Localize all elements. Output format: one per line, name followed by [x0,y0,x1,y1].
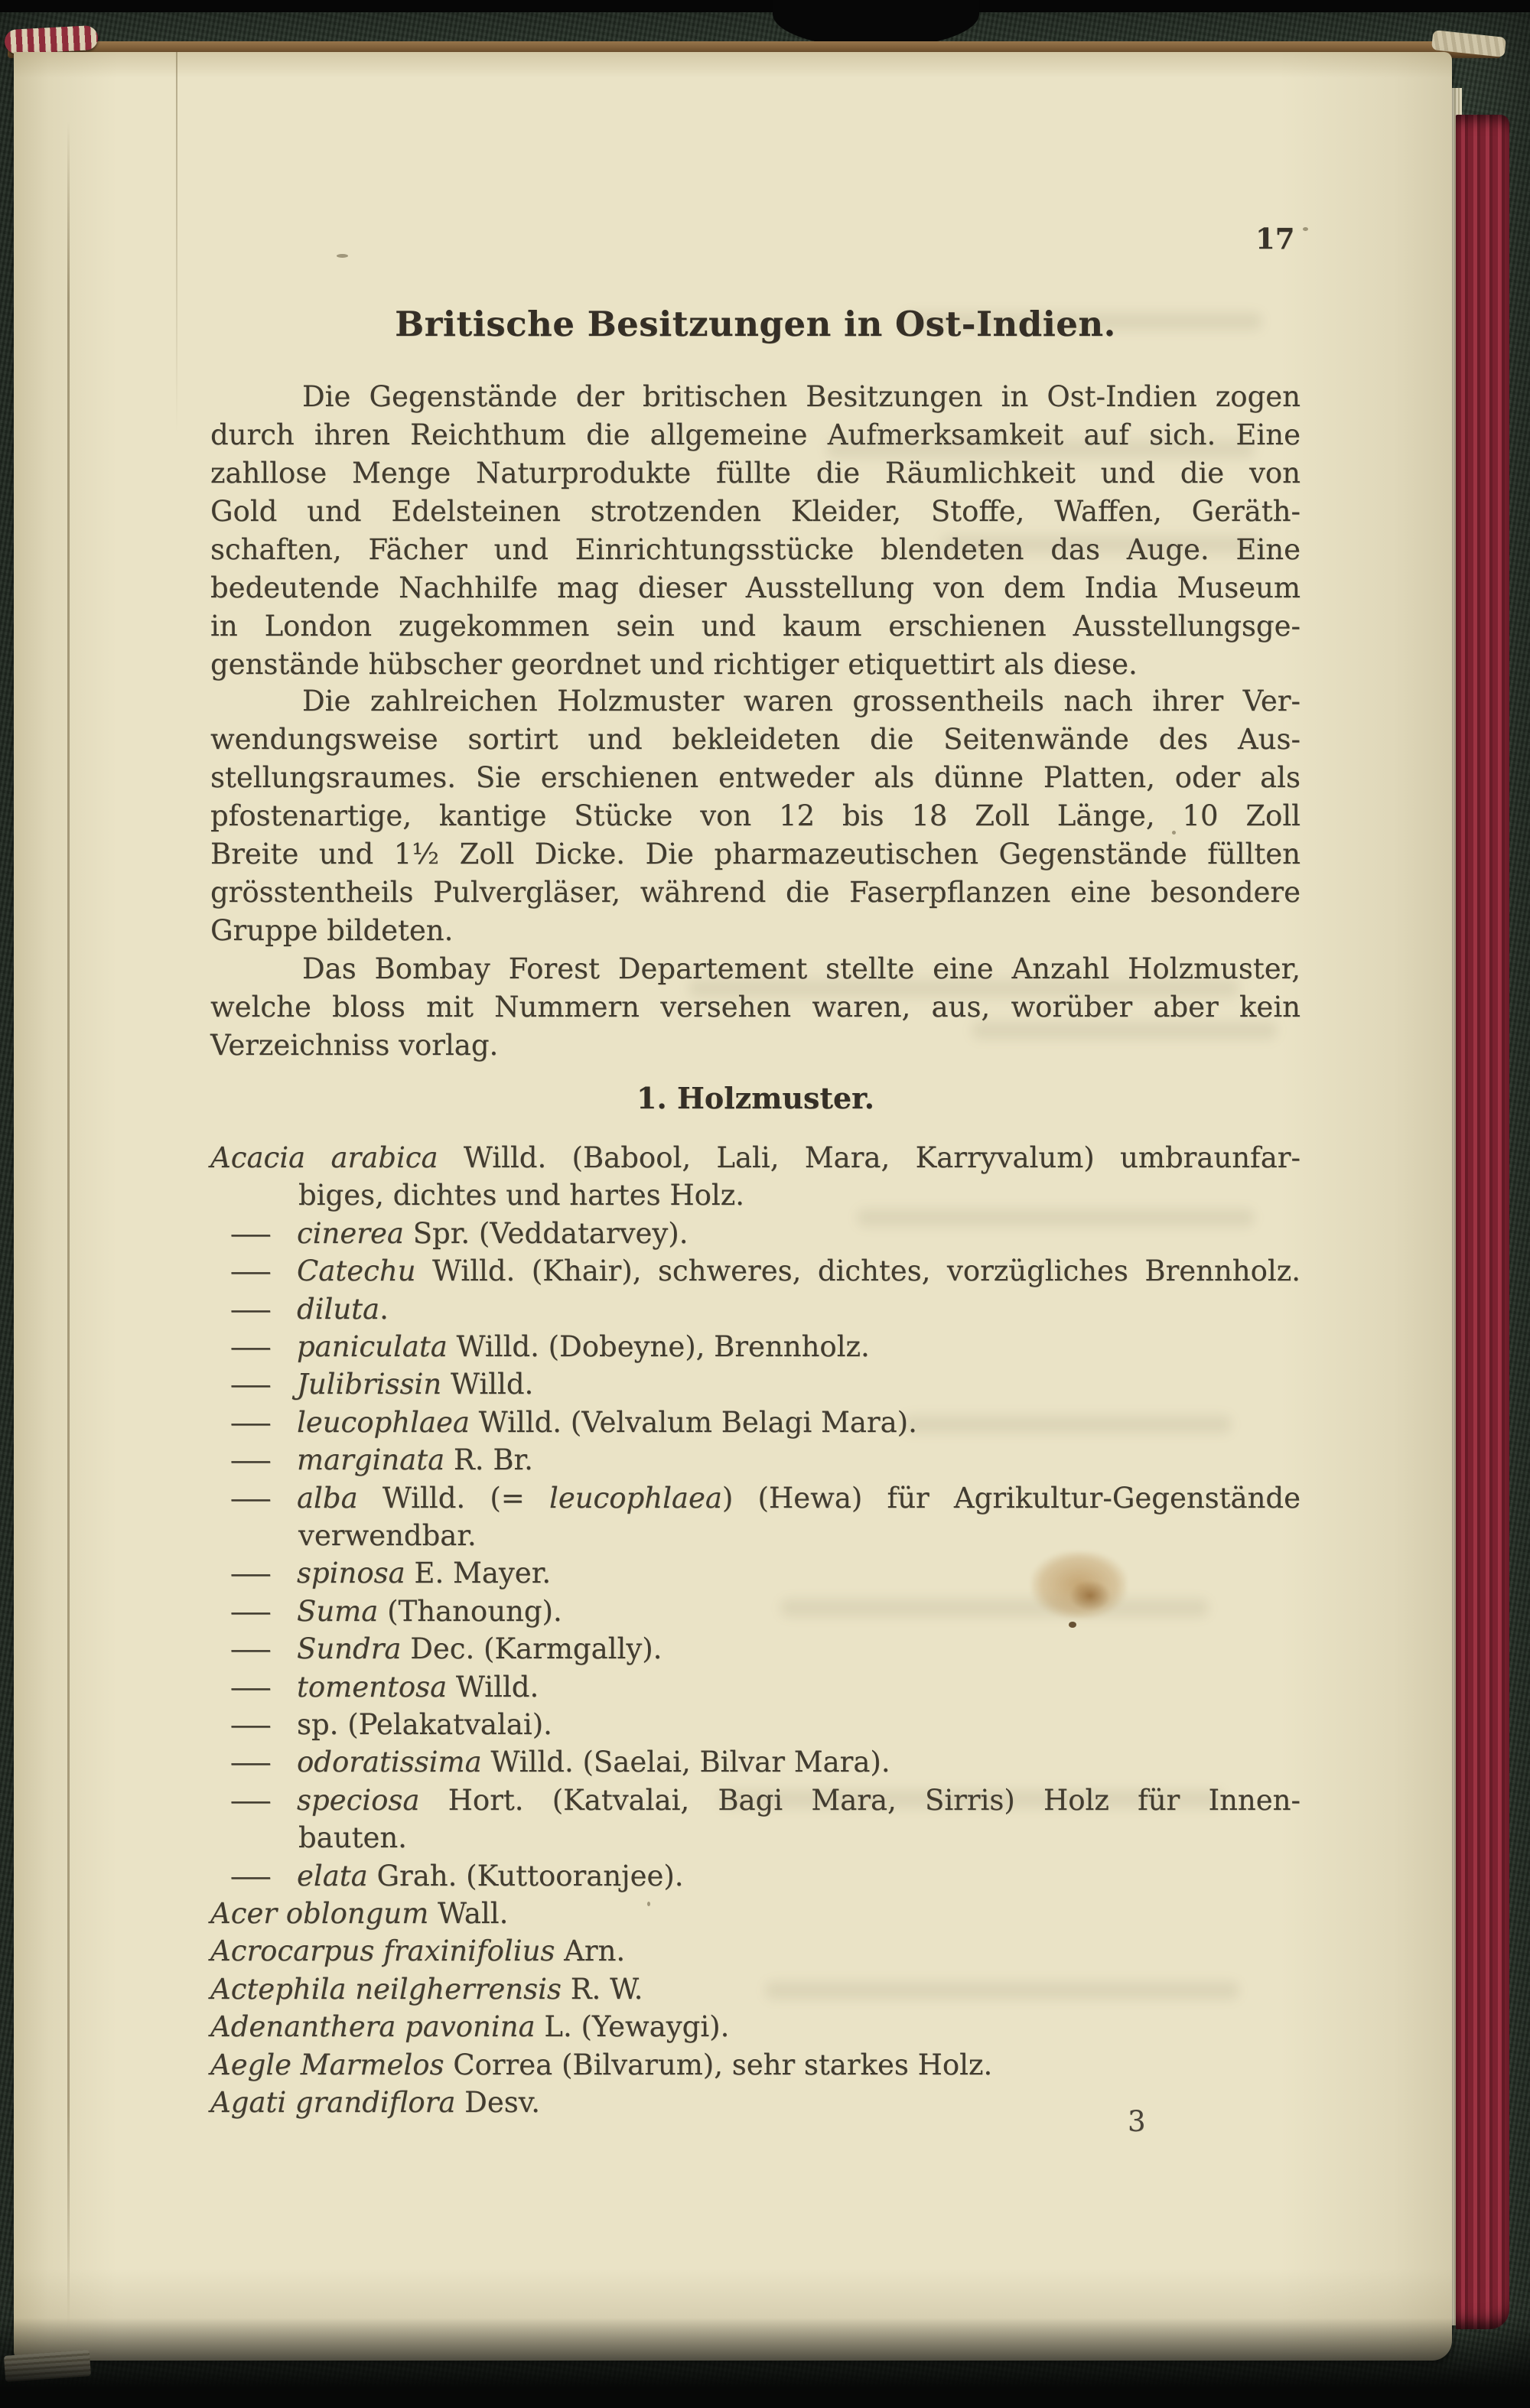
genus-repeat-dash: — [230,1443,272,1476]
text-segment: schaften, Fächer und Einrichtungsstücke blendeten das Auge. Eine [210,533,1300,566]
text-line [210,913,1300,949]
species-name: elata [297,1860,368,1892]
chapter-title: Britische Besitzungen in Ost-Indien. [395,304,1116,344]
text-line [230,1631,1300,1668]
text-line [210,1971,1300,2008]
species-name: marginata [297,1443,445,1476]
species-name: paniculata [297,1330,448,1363]
text-segment: bedeutende Nachhilfe mag dieser Ausstellung von dem India Museum [210,571,1300,604]
genus-repeat-dash: — [230,1330,272,1363]
text-line [210,874,1300,911]
text-segment: pfostenartige, kantige Stücke von 12 bis 18 Zoll Länge, 10 Zoll [210,799,1300,832]
text-segment: . [379,1293,389,1326]
text-segment: Willd. (Dobeyne), Brennholz. [447,1330,870,1363]
text-line [210,1027,1300,1064]
species-name: Julibrissin [297,1368,442,1401]
text-segment: verwendbar. [298,1519,477,1552]
species-name: Acacia arabica [210,1141,438,1174]
text-line [210,532,1300,568]
species-name: tomentosa [297,1671,448,1703]
text-line [230,1480,1300,1517]
text-line [210,1895,1300,1932]
text-segment: Hort. (Katvalai, Bagi Mara, Sirris) Holz für Innen- [419,1784,1300,1817]
text-segment: genstände hübscher geordnet und richtiger etiquettirt als diese. [210,648,1138,681]
genus-repeat-dash: — [230,1671,272,1703]
text-line [230,1404,1300,1441]
species-name: Suma [297,1595,379,1628]
gutter-shadow [67,121,70,2328]
text-line [210,760,1300,796]
text-segment: Willd. (= [357,1482,549,1515]
text-segment: zahllose Menge Naturprodukte füllte die Räumlichkeit und die von [210,457,1300,490]
genus-repeat-dash: — [230,1406,272,1439]
text-segment: Arn. [555,1935,626,1967]
genus-repeat-dash: — [230,1595,272,1628]
species-name: leucophlaea [297,1406,470,1439]
text-segment: Grah. (Kuttooranjee). [367,1860,684,1892]
text-line [210,2009,1300,2045]
text-line [210,1140,1300,1176]
text-segment: E. Mayer. [405,1557,552,1590]
page-number: 17 [1255,222,1295,255]
paper-speck [1303,227,1308,231]
text-line [230,1329,1300,1365]
text-line [210,493,1300,530]
text-segment: Willd. [447,1671,539,1703]
species-name: speciosa [297,1784,420,1817]
text-segment: in London zugekommen sein und kaum erschienen Ausstellungsge- [210,610,1300,643]
text-line [210,570,1300,607]
text-segment: grösstentheils Pulvergläser, während die Faserpflanzen eine besondere [210,876,1300,909]
genus-repeat-dash: — [230,1746,272,1778]
text-line [210,646,1300,683]
text-segment: Willd. (Velvalum Belagi Mara). [469,1406,917,1439]
text-segment: biges, dichtes und hartes Holz. [298,1179,745,1212]
text-line [210,608,1300,645]
text-segment: Die Gegenstände der britischen Besitzungen in Ost-Indien zogen [302,380,1300,413]
text-line [230,1215,1300,1252]
text-line [210,798,1300,835]
text-segment: welche bloss mit Nummern versehen waren, aus, worüber aber kein [210,991,1300,1023]
species-name: Sundra [297,1632,402,1665]
text-line [298,1820,1300,1856]
text-segment: (Thanoung). [378,1595,562,1628]
text-line [230,1744,1300,1781]
genus-repeat-dash: — [230,1708,272,1741]
text-segment: wendungsweise sortirt und bekleideten die Seitenwände des Aus- [210,723,1300,756]
text-line [230,1555,1300,1592]
species-name: Aegle Marmelos [210,2048,444,2081]
species-name: Actephila neilgherrensis [210,1973,562,2006]
text-line [210,2047,1300,2084]
text-line [230,1593,1300,1630]
text-segment: Gruppe bildeten. [210,914,454,947]
text-segment: Willd. [441,1368,534,1401]
genus-repeat-dash: — [230,1784,272,1817]
species-name: spinosa [297,1557,405,1590]
text-segment: Das Bombay Forest Departement stellte eine Anzahl Holzmuster, [302,952,1300,985]
text-line [210,951,1300,988]
text-line [210,989,1300,1026]
species-name: alba [297,1482,358,1515]
text-segment: Willd. (Saelai, Bilvar Mara). [481,1746,890,1778]
text-line [230,1442,1300,1479]
text-segment: Willd. (Khair), schweres, dichtes, vorzügliches Brennholz. [415,1254,1300,1287]
text-segment: Die zahlreichen Holzmuster waren grossentheils nach ihrer Ver- [302,685,1300,718]
text-segment: Gold und Edelsteinen strotzenden Kleider, Stoffe, Waffen, Geräth- [210,495,1300,528]
text-segment: R. W. [561,1973,643,2006]
genus-repeat-dash: — [230,1557,272,1590]
text-line [210,379,1300,415]
text-line [230,1782,1300,1819]
text-segment: Breite und 1½ Zoll Dicke. Die pharmazeutischen Gegenstände füllten [210,838,1300,870]
genus-repeat-dash: — [230,1632,272,1665]
text-line [210,417,1300,454]
paper-speck [337,254,348,258]
genus-repeat-dash: — [230,1254,272,1287]
genus-repeat-dash: — [230,1482,272,1515]
text-segment: R. Br. [444,1443,533,1476]
species-name: Agati grandiflora [210,2086,456,2119]
species-name: cinerea [297,1217,404,1250]
genus-repeat-dash: — [230,1368,272,1401]
text-line [230,1366,1300,1403]
text-segment: Desv. [455,2086,541,2119]
binding-bottom-shadow [0,2318,1530,2408]
text-segment: L. (Yewaygi). [535,2010,730,2043]
text-line [210,836,1300,873]
text-segment: Wall. [428,1897,509,1930]
text-line [210,721,1300,758]
text-segment: sp. (Pelakatvalai). [297,1708,552,1741]
text-line [210,455,1300,492]
species-name: diluta [297,1293,380,1326]
text-segment: Verzeichniss vorlag. [210,1029,499,1062]
text-segment: Dec. (Karmgally). [401,1632,662,1665]
genus-repeat-dash: — [230,1860,272,1892]
ink-stain-dot [1069,1622,1076,1628]
text-line [230,1253,1300,1290]
text-line [230,1858,1300,1895]
signature-mark: 3 [1128,2105,1146,2138]
text-line [230,1669,1300,1706]
text-line [230,1707,1300,1743]
species-name: Acer oblongum [210,1897,429,1930]
text-line [298,1518,1300,1554]
section-heading: 1. Holzmuster. [636,1081,874,1115]
text-segment: Spr. (Veddatarvey). [403,1217,688,1250]
species-name: Catechu [297,1254,416,1287]
text-segment: Correa (Bilvarum), sehr starkes Holz. [444,2048,993,2081]
genus-repeat-dash: — [230,1217,272,1250]
species-name: Acrocarpus fraxinifolius [210,1935,555,1967]
flyleaf-edge-line [176,52,177,434]
text-line [230,1291,1300,1328]
text-segment: Willd. (Babool, Lali, Mara, Karryvalum) umbraunfar- [438,1141,1300,1174]
text-line [210,1933,1300,1970]
text-segment: ) (Hewa) für Agrikultur-Gegenstände [721,1482,1301,1515]
text-segment: bauten. [298,1821,407,1854]
text-segment: stellungsraumes. Sie erschienen entweder als dünne Platten, oder als [210,761,1300,794]
species-name: odoratissima [297,1746,482,1778]
fore-edge-red [1456,115,1509,2329]
genus-repeat-dash: — [230,1293,272,1326]
text-segment: durch ihren Reichthum die allgemeine Aufmerksamkeit auf sich. Eine [210,418,1300,451]
ink-stain-core [1069,1580,1111,1611]
text-line [210,683,1300,720]
species-name: leucophlaea [549,1482,722,1515]
text-line [298,1177,1300,1214]
endband-left [4,25,99,54]
species-name: Adenanthera pavonina [210,2010,536,2043]
